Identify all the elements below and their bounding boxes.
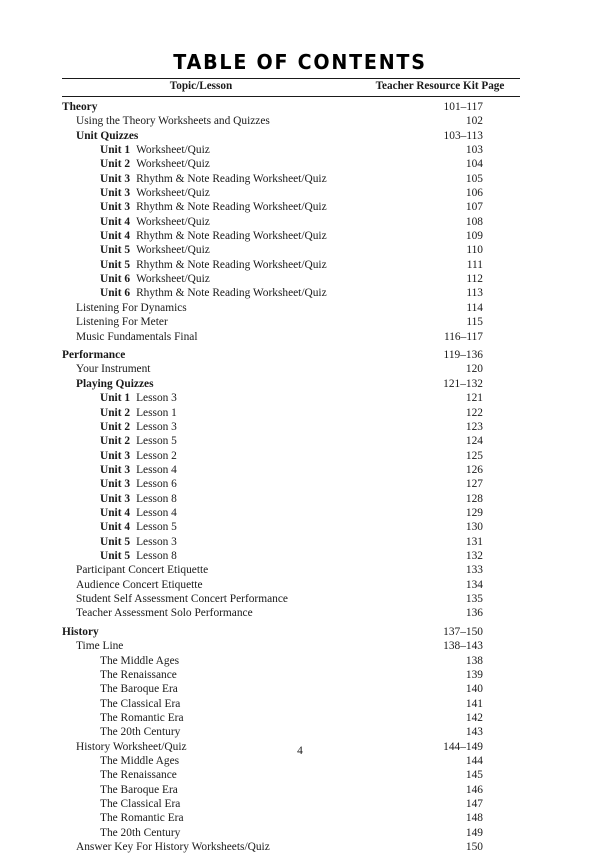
- toc-entry-unit-prefix: Unit 4: [100, 521, 131, 534]
- toc-entry-label: [62, 463, 177, 477]
- toc-entry-label: [62, 840, 270, 854]
- toc-entry-title: Your Instrument: [76, 363, 151, 376]
- toc-entry-title: The Renaissance: [100, 669, 177, 681]
- toc-entry-page-number: 119–136: [443, 349, 483, 362]
- toc-entry-title: Unit Quizzes: [76, 129, 139, 142]
- toc-entry-page-number: 109: [465, 230, 483, 243]
- toc-row[interactable]: [62, 606, 520, 620]
- toc-row[interactable]: [62, 506, 520, 520]
- toc-row[interactable]: [62, 172, 520, 186]
- toc-entry-label: [62, 768, 177, 782]
- toc-entry-title: Participant Concert Etiquette: [76, 564, 209, 577]
- toc-entry-label: [62, 625, 99, 639]
- toc-entry-title: The 20th Century: [100, 726, 181, 739]
- toc-entry-unit-prefix: Unit 3: [100, 201, 131, 214]
- toc-entry-label: [62, 639, 123, 653]
- toc-row[interactable]: [62, 535, 520, 549]
- toc-entry-label: [62, 563, 208, 577]
- toc-entry-title: The Classical Era: [100, 697, 181, 710]
- toc-entry-title: Performance: [62, 349, 126, 362]
- toc-entry-page-number: 129: [465, 506, 483, 519]
- toc-row[interactable]: [62, 592, 520, 606]
- toc-row[interactable]: [62, 243, 520, 257]
- toc-entry-unit-prefix: Unit 3: [100, 463, 131, 476]
- toc-entry-page-number: 127: [465, 478, 483, 491]
- toc-entry-label: [62, 258, 327, 272]
- toc-entry-label: [62, 506, 177, 520]
- toc-entry-page-number: 138–143: [443, 640, 483, 653]
- toc-entry-title: Lesson 3: [136, 392, 177, 405]
- toc-entry-title: Student Self Assessment Concert Performance: [76, 592, 288, 605]
- toc-row[interactable]: [62, 826, 520, 840]
- toc-entry-label: [62, 172, 327, 186]
- toc-entry-page-number: 121–132: [443, 377, 483, 390]
- toc-entry-page-number: 137–150: [443, 625, 483, 638]
- toc-entry-unit-prefix: Unit 6: [100, 287, 131, 300]
- toc-entry-title: Rhythm & Note Reading Worksheet/Quiz: [136, 258, 327, 271]
- column-header-topic: Topic/Lesson: [169, 80, 233, 92]
- toc-entry-unit-prefix: Unit 3: [100, 172, 131, 185]
- toc-entry-title: Teacher Assessment Solo Performance: [76, 607, 253, 620]
- toc-row[interactable]: [62, 668, 520, 682]
- toc-entry-page-number: 132: [465, 549, 483, 562]
- toc-entry-title: Worksheet/Quiz: [136, 158, 210, 171]
- toc-entry-label: [62, 492, 177, 506]
- toc-entry-unit-prefix: Unit 3: [100, 492, 131, 505]
- toc-entry-page-number: 135: [465, 592, 483, 605]
- toc-entry-page-number: 134: [465, 578, 483, 591]
- toc-entry-page-number: 123: [465, 420, 483, 433]
- toc-entry-page-number: 136: [465, 607, 483, 620]
- toc-entry-page-number: 144: [465, 755, 483, 768]
- toc-entry-label: [62, 668, 177, 682]
- toc-row[interactable]: [62, 725, 520, 739]
- toc-entry-page-number: 108: [465, 215, 483, 228]
- toc-entry-unit-prefix: Unit 5: [100, 549, 131, 562]
- toc-row[interactable]: [62, 272, 520, 286]
- toc-row[interactable]: [62, 639, 520, 653]
- toc-entry-page-number: 141: [465, 697, 483, 710]
- toc-entry-page-number: 126: [465, 463, 483, 476]
- toc-row[interactable]: [62, 492, 520, 506]
- toc-row[interactable]: [62, 449, 520, 463]
- toc-entry-title: Worksheet/Quiz: [136, 187, 210, 200]
- toc-entry-label: [62, 535, 177, 549]
- toc-entry-label: [62, 682, 178, 696]
- toc-entry-title: Rhythm & Note Reading Worksheet/Quiz: [136, 230, 327, 243]
- toc-entry-title: Lesson 4: [136, 506, 177, 519]
- toc-row[interactable]: [62, 797, 520, 811]
- toc-row[interactable]: [62, 434, 520, 448]
- toc-entry-unit-prefix: Unit 1: [100, 144, 131, 157]
- toc-row[interactable]: [62, 229, 520, 243]
- toc-entry-label: [62, 315, 168, 329]
- toc-entry-page-number: 120: [465, 363, 483, 376]
- toc-entry-label: [62, 654, 179, 668]
- toc-entry-label: [62, 797, 180, 811]
- toc-entry-unit-prefix: Unit 5: [100, 244, 131, 257]
- toc-row[interactable]: [62, 578, 520, 592]
- toc-entry-title: Listening For Dynamics: [76, 301, 187, 314]
- toc-row[interactable]: [62, 114, 520, 128]
- toc-row[interactable]: [62, 348, 520, 362]
- toc-row[interactable]: [62, 330, 520, 344]
- toc-entry-label: [62, 606, 253, 620]
- toc-entry-title: Lesson 3: [136, 535, 177, 548]
- toc-entry-label: [62, 434, 177, 448]
- toc-entry-unit-prefix: Unit 3: [100, 449, 131, 462]
- toc-entry-page-number: 103: [465, 144, 483, 157]
- toc-entry-title: Rhythm & Note Reading Worksheet/Quiz: [136, 287, 327, 300]
- page-title: TABLE OF CONTENTS: [173, 50, 427, 74]
- toc-entry-label: [62, 520, 177, 534]
- toc-row[interactable]: [62, 682, 520, 696]
- toc-entry-label: [62, 348, 125, 362]
- toc-entry-page-number: 148: [465, 812, 483, 825]
- toc-entry-page-number: 149: [465, 826, 483, 839]
- toc-entry-unit-prefix: Unit 1: [100, 392, 131, 405]
- toc-row[interactable]: [62, 129, 520, 143]
- toc-entry-title: History: [62, 625, 99, 638]
- toc-row[interactable]: [62, 362, 520, 376]
- toc-entry-label: [62, 186, 210, 200]
- toc-entry-page-number: 124: [465, 435, 483, 448]
- toc-entry-title: Listening For Meter: [76, 316, 168, 329]
- toc-entry-page-number: 112: [466, 273, 483, 286]
- toc-row[interactable]: [62, 301, 520, 315]
- toc-entry-title: Lesson 5: [136, 435, 177, 448]
- toc-entry-page-number: 116–117: [443, 330, 483, 343]
- toc-entry-label: [62, 243, 210, 257]
- header-rule-top: [62, 78, 520, 79]
- toc-entry-page-number: 144–149: [443, 740, 483, 753]
- toc-row[interactable]: [62, 783, 520, 797]
- toc-row[interactable]: [62, 215, 520, 229]
- toc-entry-title: The Classical Era: [100, 798, 181, 811]
- toc-entry-page-number: 114: [466, 301, 483, 314]
- toc-entry-unit-prefix: Unit 4: [100, 215, 131, 228]
- toc-entry-label: [62, 406, 177, 420]
- toc-entry-label: [62, 286, 327, 300]
- toc-entry-unit-prefix: Unit 3: [100, 187, 131, 200]
- toc-entry-label: [62, 114, 270, 128]
- toc-entry-label: [62, 272, 210, 286]
- toc-entry-page-number: 133: [465, 564, 483, 577]
- toc-entry-unit-prefix: Unit 2: [100, 406, 131, 419]
- toc-entry-title: Lesson 5: [136, 521, 177, 534]
- toc-entry-title: The Renaissance: [100, 769, 177, 782]
- toc-entry-page-number: 147: [465, 798, 483, 811]
- toc-row[interactable]: [62, 768, 520, 782]
- toc-entry-label: [62, 449, 177, 463]
- toc-entry-title: Lesson 3: [136, 420, 177, 433]
- toc-entry-page-number: 106: [465, 187, 483, 200]
- toc-entry-title: Playing Quizzes: [76, 377, 154, 390]
- toc-entry-label: [62, 215, 210, 229]
- toc-entry-page-number: 103–113: [443, 129, 483, 142]
- toc-entry-label: [62, 826, 180, 840]
- column-header-row: [62, 80, 520, 93]
- toc-entry-title: Lesson 4: [136, 463, 177, 476]
- toc-entry-title: Lesson 8: [136, 492, 177, 505]
- toc-row[interactable]: [62, 654, 520, 668]
- toc-entry-label: [62, 377, 154, 391]
- toc-entry-page-number: 122: [465, 406, 483, 419]
- toc-entry-unit-prefix: Unit 2: [100, 420, 131, 433]
- toc-entry-title: The Middle Ages: [100, 654, 180, 667]
- header-rule-bottom: [62, 96, 520, 97]
- toc-row[interactable]: [62, 477, 520, 491]
- toc-entry-label: [62, 391, 177, 405]
- toc-entry-label: [62, 229, 327, 243]
- toc-entry-title: Rhythm & Note Reading Worksheet/Quiz: [136, 172, 327, 185]
- toc-entry-title: The Romantic Era: [100, 812, 184, 825]
- toc-entry-label: [62, 477, 177, 491]
- toc-entry-unit-prefix: Unit 6: [100, 273, 131, 286]
- toc-entry-label: [62, 129, 138, 143]
- toc-entry-title: Worksheet/Quiz: [136, 215, 210, 228]
- column-header-pages: Teacher Resource Kit Page: [375, 80, 505, 92]
- toc-entry-page-number: 138: [465, 654, 483, 667]
- toc-row[interactable]: [62, 549, 520, 563]
- toc-row[interactable]: [62, 811, 520, 825]
- toc-entry-page-number: 110: [466, 244, 483, 257]
- toc-entry-title: Worksheet/Quiz: [136, 244, 210, 257]
- toc-entry-title: Worksheet/Quiz: [136, 273, 210, 286]
- toc-entry-unit-prefix: Unit 5: [100, 258, 131, 271]
- toc-entry-title: Lesson 2: [136, 449, 177, 462]
- toc-entry-title: Lesson 8: [136, 549, 177, 562]
- toc-entry-title: History Worksheet/Quiz: [76, 740, 187, 753]
- toc-entry-title: Theory: [62, 101, 98, 113]
- toc-row[interactable]: [62, 391, 520, 405]
- toc-row[interactable]: [62, 711, 520, 725]
- toc-entry-page-number: 128: [465, 492, 483, 505]
- toc-row[interactable]: [62, 143, 520, 157]
- toc-entry-page-number: 104: [465, 158, 483, 171]
- toc-entry-page-number: 139: [465, 669, 483, 681]
- toc-row[interactable]: [62, 463, 520, 477]
- toc-entry-page-number: 107: [465, 201, 483, 214]
- toc-entry-page-number: 111: [466, 258, 483, 271]
- toc-row[interactable]: [62, 406, 520, 420]
- toc-entry-page-number: 142: [465, 712, 483, 725]
- toc-row[interactable]: [62, 186, 520, 200]
- toc-row[interactable]: [62, 286, 520, 300]
- toc-entry-label: [62, 811, 184, 825]
- toc-entry-page-number: 140: [465, 683, 483, 696]
- toc-row[interactable]: [62, 377, 520, 391]
- toc-row[interactable]: [62, 420, 520, 434]
- toc-entry-page-number: 102: [465, 115, 483, 128]
- toc-entry-unit-prefix: Unit 4: [100, 506, 131, 519]
- toc-entry-label: [62, 592, 288, 606]
- toc-entry-label: [62, 420, 177, 434]
- toc-entry-page-number: 101–117: [443, 101, 483, 113]
- toc-entry-label: [62, 100, 97, 114]
- toc-row[interactable]: [62, 315, 520, 329]
- toc-entry-page-number: 105: [465, 172, 483, 185]
- toc-entry-label: [62, 549, 177, 563]
- toc-entry-title: The Baroque Era: [100, 683, 178, 696]
- toc-row[interactable]: [62, 200, 520, 214]
- toc-entry-page-number: 113: [466, 287, 483, 300]
- toc-entry-label: [62, 783, 178, 797]
- toc-entry-page-number: 121: [465, 392, 483, 405]
- toc-entry-title: Answer Key For History Worksheets/Quiz: [76, 841, 270, 854]
- toc-row[interactable]: [62, 258, 520, 272]
- toc-row[interactable]: [62, 625, 520, 639]
- toc-entry-page-number: 143: [465, 726, 483, 739]
- toc-row[interactable]: [62, 563, 520, 577]
- toc-entry-title: Lesson 1: [136, 406, 177, 419]
- toc-entry-title: The Baroque Era: [100, 783, 178, 796]
- toc-entry-unit-prefix: Unit 2: [100, 435, 131, 448]
- toc-entry-title: Lesson 6: [136, 478, 177, 491]
- toc-row[interactable]: [62, 840, 520, 854]
- toc-row[interactable]: [62, 520, 520, 534]
- toc-entry-page-number: 146: [465, 783, 483, 796]
- toc-entry-page-number: 115: [466, 316, 483, 329]
- toc-entry-unit-prefix: Unit 5: [100, 535, 131, 548]
- toc-entry-page-number: 125: [465, 449, 483, 462]
- toc-entry-title: Worksheet/Quiz: [136, 144, 210, 157]
- toc-entry-page-number: 131: [465, 535, 483, 548]
- toc-entry-title: Audience Concert Etiquette: [76, 578, 203, 591]
- toc-entry-title: Using the Theory Worksheets and Quizzes: [76, 115, 270, 128]
- toc-entry-label: [62, 578, 203, 592]
- toc-entry-page-number: 130: [465, 521, 483, 534]
- toc-entry-label: [62, 711, 184, 725]
- toc-entry-label: [62, 301, 187, 315]
- toc-entry-list: [62, 100, 520, 854]
- toc-entry-label: [62, 330, 198, 344]
- toc-row[interactable]: [62, 697, 520, 711]
- toc-row[interactable]: [62, 100, 520, 114]
- toc-entry-label: [62, 697, 180, 711]
- toc-entry-title: The Middle Ages: [100, 755, 180, 768]
- toc-entry-title: Rhythm & Note Reading Worksheet/Quiz: [136, 201, 327, 214]
- page-folio-number: 4: [297, 745, 303, 757]
- toc-entry-label: [62, 362, 150, 376]
- toc-entry-page-number: 145: [465, 769, 483, 782]
- toc-entry-title: The 20th Century: [100, 826, 181, 839]
- toc-entry-unit-prefix: Unit 2: [100, 158, 131, 171]
- toc-row[interactable]: [62, 157, 520, 171]
- toc-entry-page-number: 150: [465, 841, 483, 854]
- toc-entry-label: [62, 157, 210, 171]
- toc-entry-title: Time Line: [76, 640, 124, 653]
- toc-entry-title: Music Fundamentals Final: [76, 330, 198, 343]
- toc-entry-title: The Romantic Era: [100, 712, 184, 725]
- toc-entry-unit-prefix: Unit 3: [100, 478, 131, 491]
- toc-entry-label: [62, 725, 180, 739]
- toc-entry-unit-prefix: Unit 4: [100, 230, 131, 243]
- toc-entry-label: [62, 200, 327, 214]
- toc-entry-label: [62, 143, 210, 157]
